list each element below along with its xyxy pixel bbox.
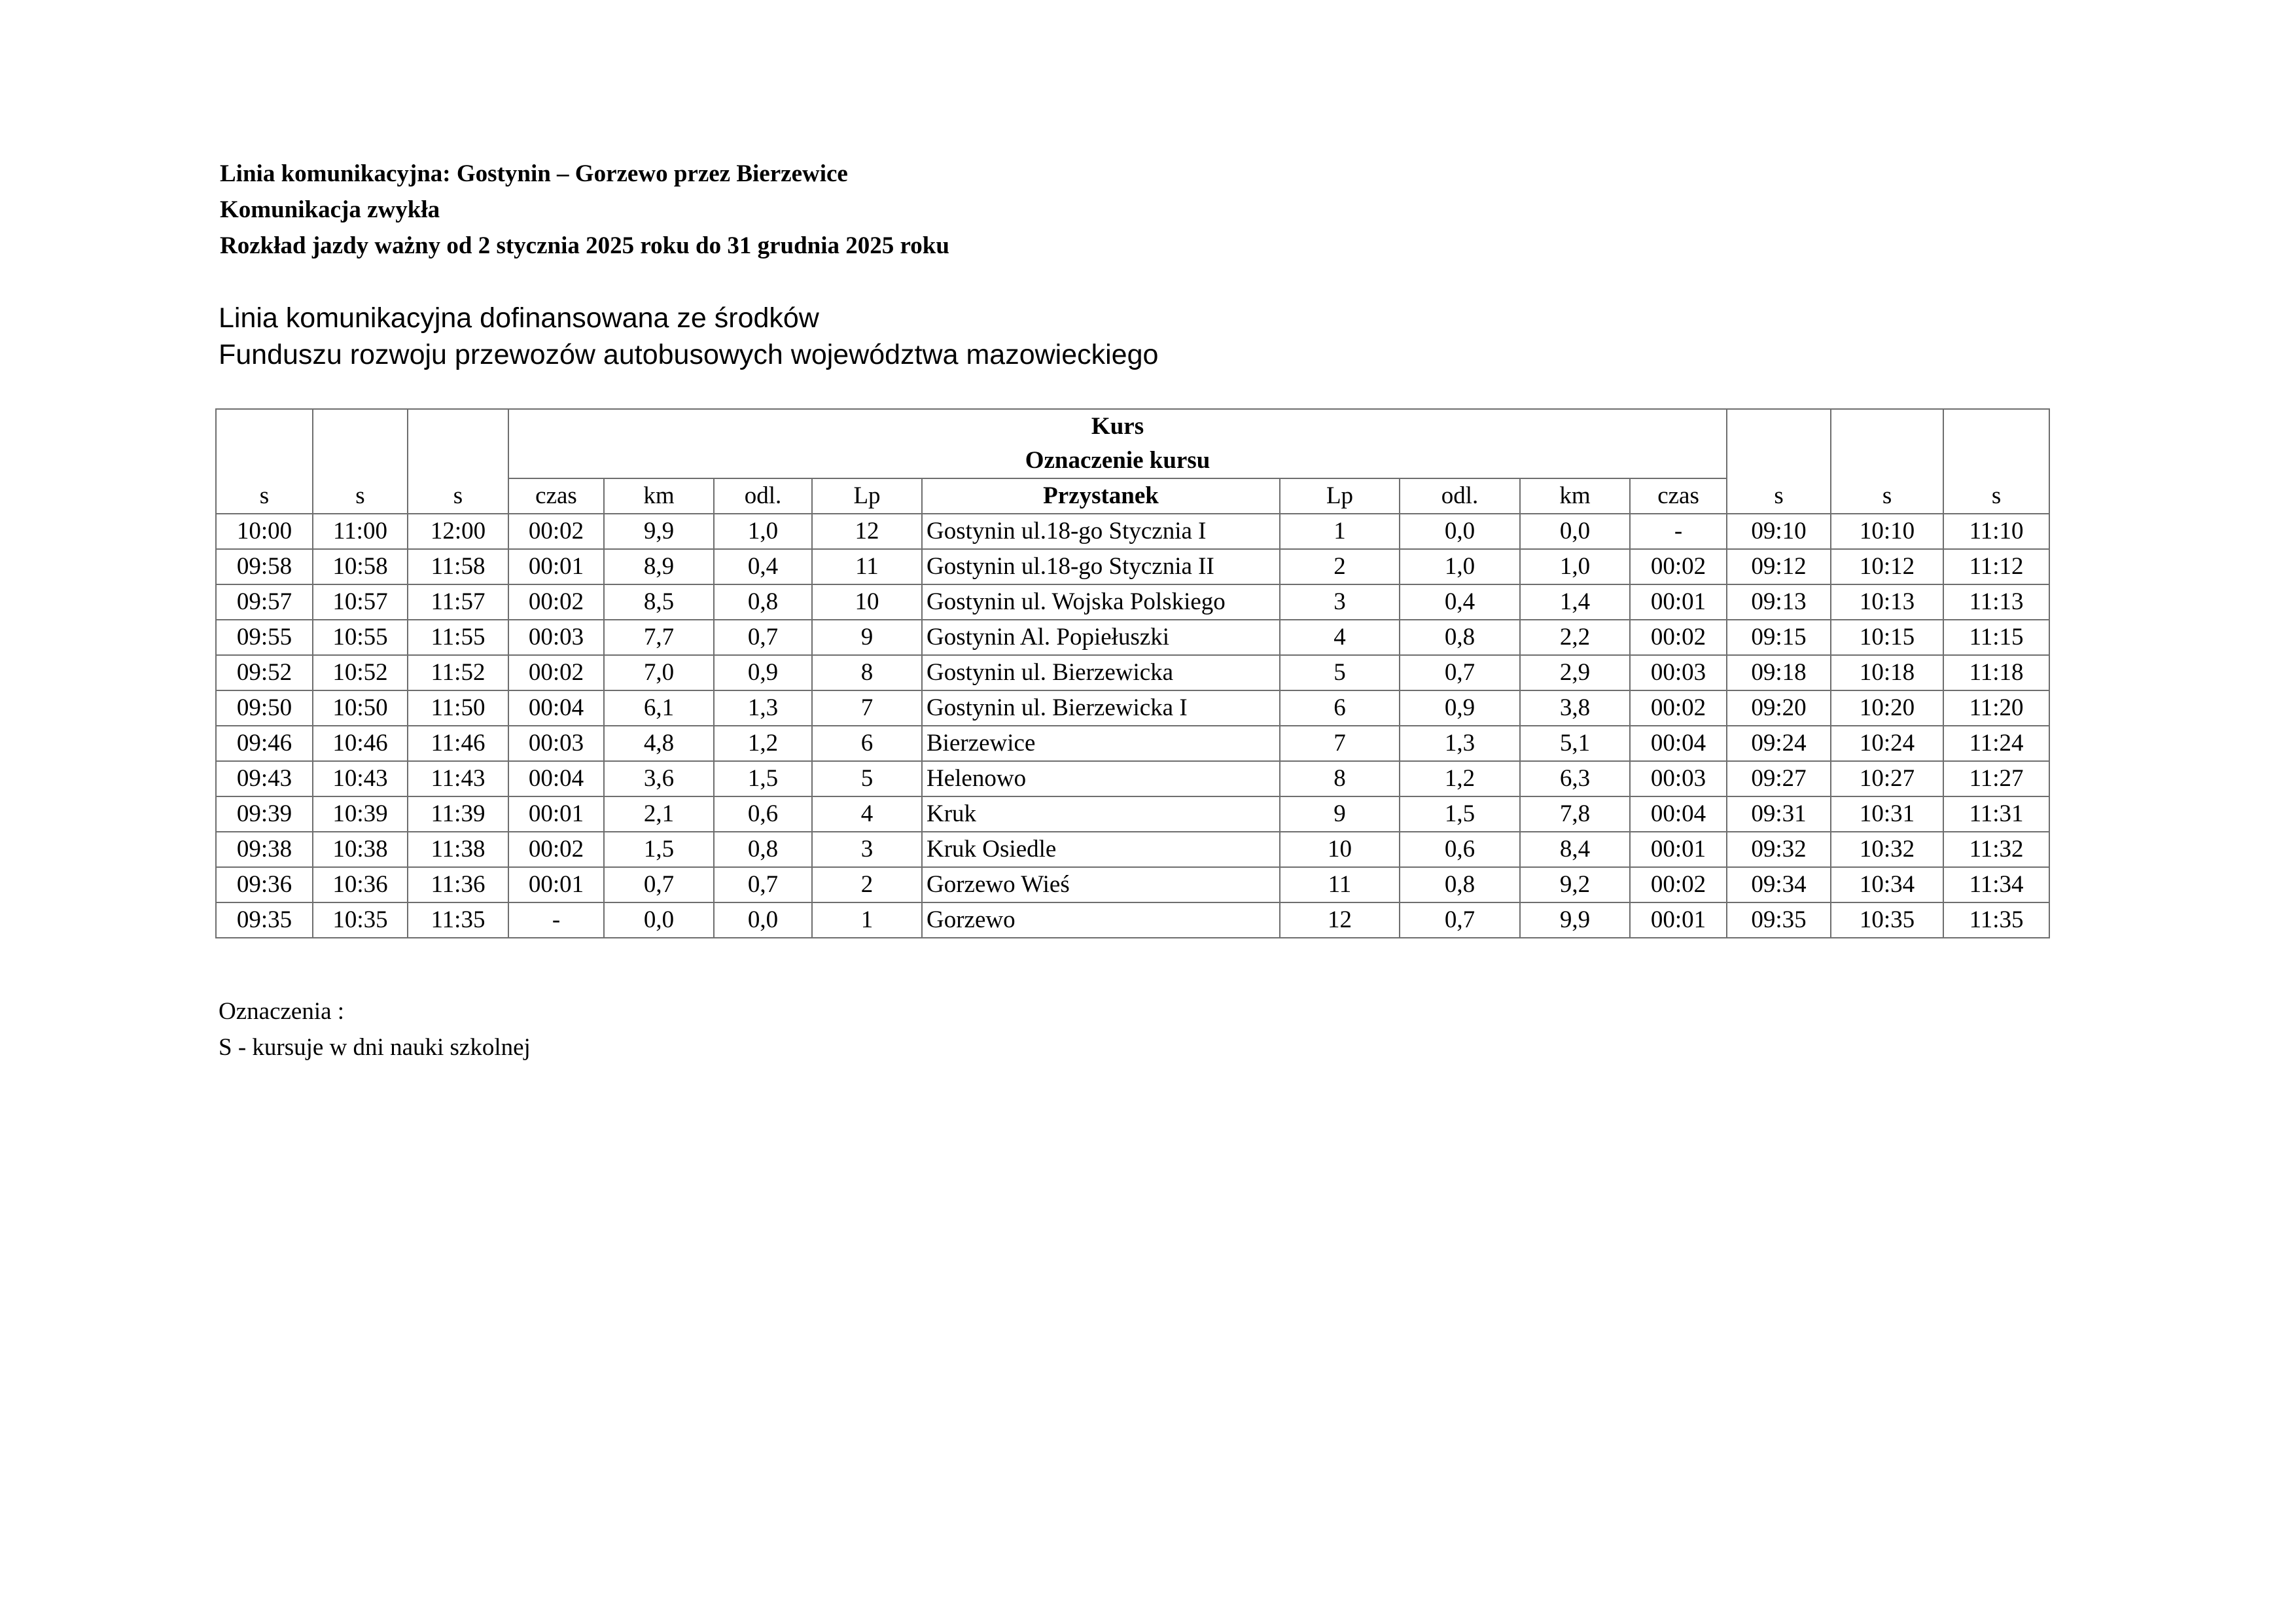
km-right-cell: 0,0 — [1520, 514, 1630, 549]
header-s-3: s — [408, 409, 508, 514]
odl-right-cell: 0,6 — [1400, 832, 1520, 867]
line-type: Komunikacja zwykła — [220, 196, 440, 223]
dep-s-4-cell: 09:31 — [1727, 796, 1831, 832]
dep-s-1-cell: 09:50 — [216, 690, 313, 726]
table-row — [216, 690, 2049, 726]
dep-s-3-cell: 11:58 — [408, 549, 508, 584]
km-right-cell: 6,3 — [1520, 761, 1630, 796]
stop-name-cell: Helenowo — [922, 761, 1280, 796]
km-left-cell: 7,0 — [604, 655, 714, 690]
czas-left-cell: 00:03 — [508, 620, 604, 655]
header-km-right: km — [1520, 478, 1630, 514]
dep-s-1-cell: 09:38 — [216, 832, 313, 867]
odl-right-cell: 0,8 — [1400, 867, 1520, 902]
km-left-cell: 6,1 — [604, 690, 714, 726]
km-left-cell: 3,6 — [604, 761, 714, 796]
dep-s-3-cell: 11:55 — [408, 620, 508, 655]
table-row — [216, 867, 2049, 902]
lp-left-cell: 11 — [812, 549, 922, 584]
czas-right-cell: - — [1630, 514, 1727, 549]
dep-s-4-cell: 09:13 — [1727, 584, 1831, 620]
dep-s-3-cell: 11:57 — [408, 584, 508, 620]
table-row — [216, 549, 2049, 584]
validity-period: Rozkład jazdy ważny od 2 stycznia 2025 roku do 31 grudnia 2025 roku — [220, 232, 949, 259]
lp-left-cell: 3 — [812, 832, 922, 867]
dep-s-4-cell: 09:35 — [1727, 902, 1831, 938]
km-left-cell: 4,8 — [604, 726, 714, 761]
lp-right-cell: 2 — [1280, 549, 1400, 584]
lp-left-cell: 10 — [812, 584, 922, 620]
czas-right-cell: 00:01 — [1630, 584, 1727, 620]
table-row — [216, 796, 2049, 832]
odl-right-cell: 1,5 — [1400, 796, 1520, 832]
dep-s-5-cell: 10:27 — [1831, 761, 1943, 796]
czas-left-cell: 00:02 — [508, 655, 604, 690]
odl-left-cell: 1,5 — [714, 761, 812, 796]
header-oznaczenie-kursu: Oznaczenie kursu — [508, 444, 1727, 478]
czas-right-cell: 00:02 — [1630, 549, 1727, 584]
dep-s-1-cell: 09:46 — [216, 726, 313, 761]
dep-s-6-cell: 11:20 — [1943, 690, 2049, 726]
dep-s-1-cell: 09:36 — [216, 867, 313, 902]
dep-s-2-cell: 10:43 — [313, 761, 408, 796]
timetable-header — [216, 409, 2049, 514]
czas-right-cell: 00:03 — [1630, 655, 1727, 690]
km-right-cell: 2,2 — [1520, 620, 1630, 655]
dep-s-3-cell: 11:46 — [408, 726, 508, 761]
dep-s-4-cell: 09:24 — [1727, 726, 1831, 761]
dep-s-3-cell: 11:43 — [408, 761, 508, 796]
km-left-cell: 7,7 — [604, 620, 714, 655]
odl-left-cell: 0,8 — [714, 832, 812, 867]
lp-right-cell: 1 — [1280, 514, 1400, 549]
czas-left-cell: - — [508, 902, 604, 938]
table-row — [216, 514, 2049, 549]
legend-title: Oznaczenia : — [219, 998, 345, 1025]
dep-s-2-cell: 10:39 — [313, 796, 408, 832]
km-right-cell: 1,4 — [1520, 584, 1630, 620]
dep-s-2-cell: 10:57 — [313, 584, 408, 620]
dep-s-6-cell: 11:31 — [1943, 796, 2049, 832]
dep-s-2-cell: 10:50 — [313, 690, 408, 726]
dep-s-4-cell: 09:10 — [1727, 514, 1831, 549]
header-km-left: km — [604, 478, 714, 514]
odl-right-cell: 0,7 — [1400, 655, 1520, 690]
dep-s-6-cell: 11:12 — [1943, 549, 2049, 584]
dep-s-5-cell: 10:15 — [1831, 620, 1943, 655]
dep-s-4-cell: 09:20 — [1727, 690, 1831, 726]
lp-right-cell: 11 — [1280, 867, 1400, 902]
odl-right-cell: 1,2 — [1400, 761, 1520, 796]
dep-s-5-cell: 10:18 — [1831, 655, 1943, 690]
dep-s-1-cell: 09:57 — [216, 584, 313, 620]
odl-left-cell: 1,2 — [714, 726, 812, 761]
czas-left-cell: 00:01 — [508, 867, 604, 902]
km-left-cell: 1,5 — [604, 832, 714, 867]
lp-right-cell: 3 — [1280, 584, 1400, 620]
dep-s-6-cell: 11:13 — [1943, 584, 2049, 620]
lp-right-cell: 8 — [1280, 761, 1400, 796]
czas-left-cell: 00:04 — [508, 690, 604, 726]
dep-s-1-cell: 09:52 — [216, 655, 313, 690]
dep-s-3-cell: 11:52 — [408, 655, 508, 690]
header-czas-right: czas — [1630, 478, 1727, 514]
table-row — [216, 726, 2049, 761]
funding-note — [219, 300, 1158, 373]
dep-s-2-cell: 10:58 — [313, 549, 408, 584]
dep-s-6-cell: 11:15 — [1943, 620, 2049, 655]
czas-left-cell: 00:01 — [508, 549, 604, 584]
stop-name-cell: Gostynin ul. Wojska Polskiego — [922, 584, 1280, 620]
lp-right-cell: 4 — [1280, 620, 1400, 655]
lp-left-cell: 2 — [812, 867, 922, 902]
stop-name-cell: Kruk Osiedle — [922, 832, 1280, 867]
stop-name-cell: Gostynin ul. Bierzewicka — [922, 655, 1280, 690]
km-right-cell: 9,9 — [1520, 902, 1630, 938]
odl-right-cell: 1,0 — [1400, 549, 1520, 584]
dep-s-5-cell: 10:10 — [1831, 514, 1943, 549]
dep-s-4-cell: 09:34 — [1727, 867, 1831, 902]
document-header — [220, 156, 949, 264]
km-right-cell: 8,4 — [1520, 832, 1630, 867]
km-right-cell: 3,8 — [1520, 690, 1630, 726]
dep-s-2-cell: 10:36 — [313, 867, 408, 902]
dep-s-2-cell: 10:52 — [313, 655, 408, 690]
km-right-cell: 7,8 — [1520, 796, 1630, 832]
dep-s-6-cell: 11:24 — [1943, 726, 2049, 761]
czas-right-cell: 00:02 — [1630, 620, 1727, 655]
dep-s-3-cell: 11:35 — [408, 902, 508, 938]
dep-s-2-cell: 10:38 — [313, 832, 408, 867]
odl-right-cell: 0,0 — [1400, 514, 1520, 549]
lp-right-cell: 6 — [1280, 690, 1400, 726]
dep-s-3-cell: 12:00 — [408, 514, 508, 549]
legend — [219, 993, 531, 1065]
dep-s-1-cell: 09:43 — [216, 761, 313, 796]
czas-left-cell: 00:03 — [508, 726, 604, 761]
header-s-4: s — [1727, 409, 1831, 514]
table-row — [216, 902, 2049, 938]
dep-s-6-cell: 11:34 — [1943, 867, 2049, 902]
czas-right-cell: 00:03 — [1630, 761, 1727, 796]
czas-left-cell: 00:01 — [508, 796, 604, 832]
header-s-5: s — [1831, 409, 1943, 514]
dep-s-2-cell: 10:46 — [313, 726, 408, 761]
km-left-cell: 9,9 — [604, 514, 714, 549]
stop-name-cell: Gostynin Al. Popiełuszki — [922, 620, 1280, 655]
header-odl-left: odl. — [714, 478, 812, 514]
odl-right-cell: 0,8 — [1400, 620, 1520, 655]
lp-right-cell: 12 — [1280, 902, 1400, 938]
dep-s-6-cell: 11:10 — [1943, 514, 2049, 549]
header-lp-left: Lp — [812, 478, 922, 514]
dep-s-5-cell: 10:31 — [1831, 796, 1943, 832]
dep-s-3-cell: 11:39 — [408, 796, 508, 832]
dep-s-4-cell: 09:32 — [1727, 832, 1831, 867]
czas-right-cell: 00:01 — [1630, 832, 1727, 867]
stop-name-cell: Gorzewo — [922, 902, 1280, 938]
dep-s-5-cell: 10:20 — [1831, 690, 1943, 726]
dep-s-2-cell: 10:35 — [313, 902, 408, 938]
header-przystanek: Przystanek — [922, 478, 1280, 514]
stop-name-cell: Bierzewice — [922, 726, 1280, 761]
dep-s-6-cell: 11:35 — [1943, 902, 2049, 938]
odl-left-cell: 0,6 — [714, 796, 812, 832]
table-row — [216, 584, 2049, 620]
dep-s-5-cell: 10:24 — [1831, 726, 1943, 761]
km-left-cell: 8,9 — [604, 549, 714, 584]
czas-right-cell: 00:01 — [1630, 902, 1727, 938]
dep-s-5-cell: 10:35 — [1831, 902, 1943, 938]
lp-left-cell: 7 — [812, 690, 922, 726]
odl-left-cell: 1,3 — [714, 690, 812, 726]
dep-s-3-cell: 11:36 — [408, 867, 508, 902]
header-s-2: s — [313, 409, 408, 514]
lp-left-cell: 1 — [812, 902, 922, 938]
lp-right-cell: 10 — [1280, 832, 1400, 867]
dep-s-4-cell: 09:27 — [1727, 761, 1831, 796]
dep-s-3-cell: 11:50 — [408, 690, 508, 726]
stop-name-cell: Gostynin ul.18-go Stycznia II — [922, 549, 1280, 584]
czas-left-cell: 00:02 — [508, 832, 604, 867]
dep-s-6-cell: 11:18 — [1943, 655, 2049, 690]
funding-line-2: Funduszu rozwoju przewozów autobusowych województwa mazowieckiego — [219, 339, 1159, 370]
header-lp-right: Lp — [1280, 478, 1400, 514]
lp-left-cell: 4 — [812, 796, 922, 832]
dep-s-5-cell: 10:13 — [1831, 584, 1943, 620]
table-row — [216, 761, 2049, 796]
stop-name-cell: Gorzewo Wieś — [922, 867, 1280, 902]
header-s-6: s — [1943, 409, 2049, 514]
odl-left-cell: 0,9 — [714, 655, 812, 690]
dep-s-1-cell: 09:35 — [216, 902, 313, 938]
czas-right-cell: 00:02 — [1630, 690, 1727, 726]
km-right-cell: 1,0 — [1520, 549, 1630, 584]
table-row — [216, 832, 2049, 867]
dep-s-2-cell: 10:55 — [313, 620, 408, 655]
odl-left-cell: 0,7 — [714, 867, 812, 902]
dep-s-6-cell: 11:32 — [1943, 832, 2049, 867]
dep-s-5-cell: 10:12 — [1831, 549, 1943, 584]
odl-left-cell: 0,7 — [714, 620, 812, 655]
header-czas-left: czas — [508, 478, 604, 514]
line-title: Linia komunikacyjna: Gostynin – Gorzewo przez Bierzewice — [220, 160, 848, 187]
dep-s-5-cell: 10:32 — [1831, 832, 1943, 867]
odl-right-cell: 1,3 — [1400, 726, 1520, 761]
funding-line-1: Linia komunikacyjna dofinansowana ze środków — [219, 302, 819, 334]
lp-right-cell: 7 — [1280, 726, 1400, 761]
czas-left-cell: 00:04 — [508, 761, 604, 796]
stop-name-cell: Gostynin ul. Bierzewicka I — [922, 690, 1280, 726]
dep-s-6-cell: 11:27 — [1943, 761, 2049, 796]
header-odl-right: odl. — [1400, 478, 1520, 514]
dep-s-1-cell: 09:55 — [216, 620, 313, 655]
lp-left-cell: 6 — [812, 726, 922, 761]
header-s-1: s — [216, 409, 313, 514]
timetable — [215, 408, 2050, 938]
dep-s-1-cell: 09:39 — [216, 796, 313, 832]
lp-left-cell: 12 — [812, 514, 922, 549]
timetable-body — [216, 514, 2049, 938]
odl-left-cell: 0,4 — [714, 549, 812, 584]
km-left-cell: 0,0 — [604, 902, 714, 938]
odl-left-cell: 0,8 — [714, 584, 812, 620]
table-row — [216, 620, 2049, 655]
lp-left-cell: 5 — [812, 761, 922, 796]
header-kurs: Kurs — [508, 409, 1727, 444]
dep-s-3-cell: 11:38 — [408, 832, 508, 867]
lp-left-cell: 9 — [812, 620, 922, 655]
dep-s-4-cell: 09:18 — [1727, 655, 1831, 690]
czas-right-cell: 00:02 — [1630, 867, 1727, 902]
czas-left-cell: 00:02 — [508, 584, 604, 620]
odl-right-cell: 0,9 — [1400, 690, 1520, 726]
odl-right-cell: 0,7 — [1400, 902, 1520, 938]
stop-name-cell: Kruk — [922, 796, 1280, 832]
km-right-cell: 5,1 — [1520, 726, 1630, 761]
km-right-cell: 2,9 — [1520, 655, 1630, 690]
lp-right-cell: 5 — [1280, 655, 1400, 690]
km-left-cell: 0,7 — [604, 867, 714, 902]
dep-s-5-cell: 10:34 — [1831, 867, 1943, 902]
km-left-cell: 8,5 — [604, 584, 714, 620]
table-row — [216, 655, 2049, 690]
stop-name-cell: Gostynin ul.18-go Stycznia I — [922, 514, 1280, 549]
dep-s-2-cell: 11:00 — [313, 514, 408, 549]
dep-s-4-cell: 09:12 — [1727, 549, 1831, 584]
dep-s-1-cell: 10:00 — [216, 514, 313, 549]
dep-s-1-cell: 09:58 — [216, 549, 313, 584]
odl-left-cell: 1,0 — [714, 514, 812, 549]
lp-right-cell: 9 — [1280, 796, 1400, 832]
odl-left-cell: 0,0 — [714, 902, 812, 938]
odl-right-cell: 0,4 — [1400, 584, 1520, 620]
czas-right-cell: 00:04 — [1630, 796, 1727, 832]
km-right-cell: 9,2 — [1520, 867, 1630, 902]
czas-left-cell: 00:02 — [508, 514, 604, 549]
legend-s-description: S - kursuje w dni nauki szkolnej — [219, 1034, 531, 1061]
km-left-cell: 2,1 — [604, 796, 714, 832]
dep-s-4-cell: 09:15 — [1727, 620, 1831, 655]
czas-right-cell: 00:04 — [1630, 726, 1727, 761]
lp-left-cell: 8 — [812, 655, 922, 690]
